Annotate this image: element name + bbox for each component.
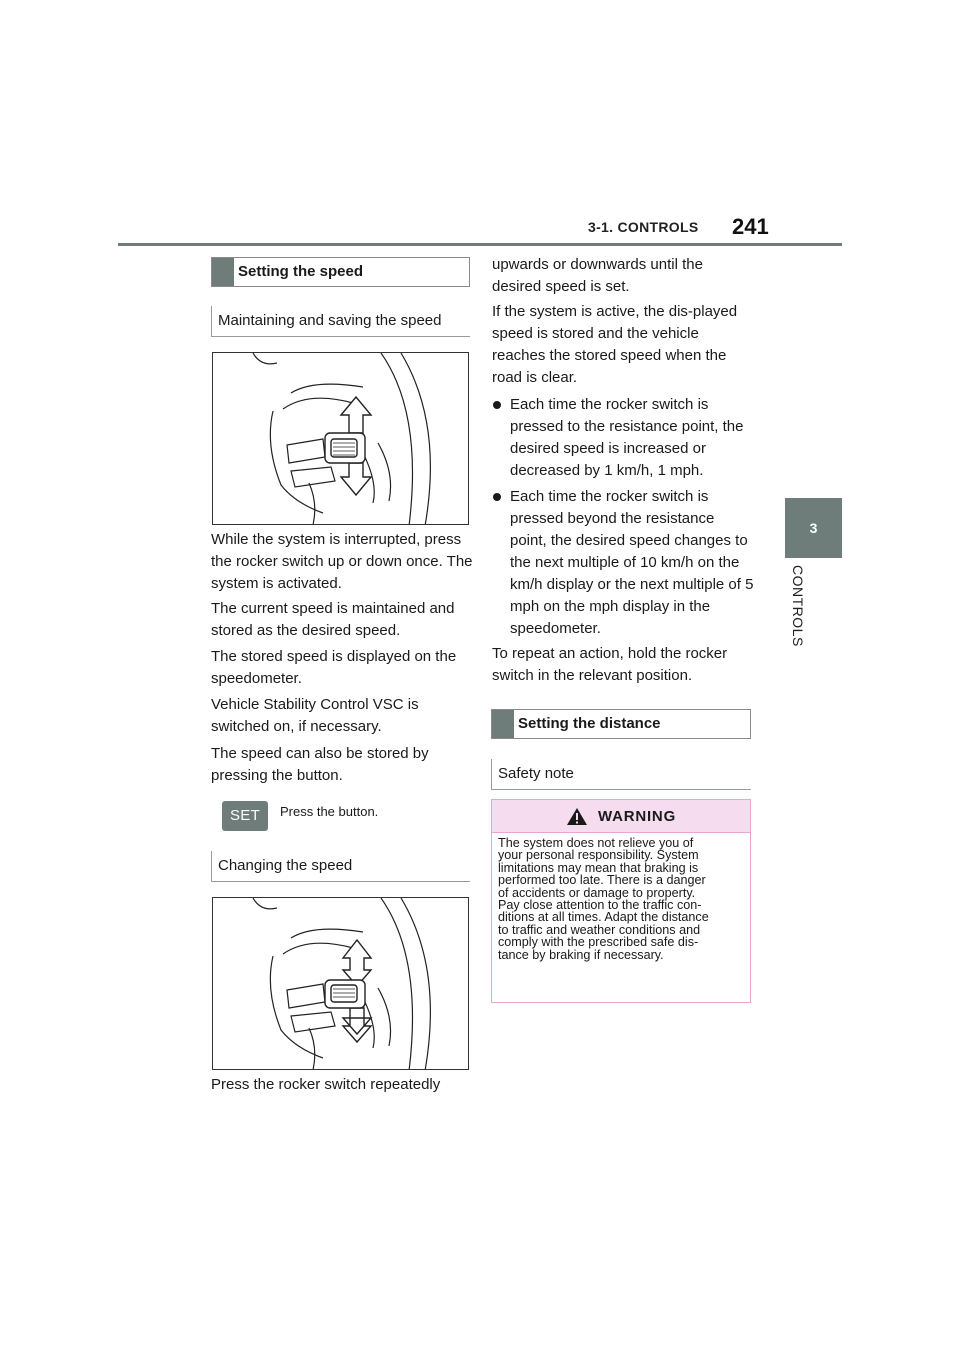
rocker-switch-drawing <box>213 898 469 1070</box>
set-button-symbol: SET <box>222 801 268 831</box>
warning-line: ditions at all times. Adapt the distance <box>498 910 709 925</box>
set-button-caption: Press the button. <box>280 804 379 819</box>
warning-line: The system does not relieve you of <box>498 836 694 850</box>
paragraph: If the system is active, the dis-played speed is stored and the vehicle reaches the stored speed when the road is clear. <box>492 303 738 386</box>
paragraph: Vehicle Stability Control VSC is switched on, if necessary. <box>211 696 419 735</box>
warning-text <box>492 833 750 961</box>
bullet-icon <box>493 401 501 409</box>
warning-line: performed too late. There is a danger <box>498 873 706 888</box>
warning-line: of accidents or damage to property. <box>498 885 696 900</box>
paragraph: Press the rocker switch repeatedly <box>211 1076 441 1093</box>
header-rule <box>118 243 842 246</box>
section-head-text: Setting the speed <box>238 263 364 280</box>
section-head-bar <box>212 258 234 286</box>
paragraph: While the system is interrupted, press the rocker switch up or down once. The system is activated. <box>211 531 473 592</box>
paragraph: The current speed is maintained and stored as the desired speed. <box>211 600 455 639</box>
section-head-setting-distance <box>491 709 751 739</box>
subhead-changing-speed: Changing the speed <box>211 851 470 882</box>
chapter-tab[interactable] <box>785 498 842 558</box>
subhead-maintaining-speed: Maintaining and saving the speed <box>211 306 470 337</box>
section-title: 3-1. CONTROLS <box>588 219 699 235</box>
list-item-text: Each time the rocker switch is pressed to the resistance point, the desired speed is increased or decreased by 1 km/h, 1 mph. <box>510 396 744 479</box>
page-number: 241 <box>732 214 769 239</box>
bullet-list <box>492 394 754 640</box>
list-item <box>492 394 754 482</box>
paragraph: upwards or downwards until the desired speed is set. <box>492 256 703 295</box>
list-item-text: Each time the rocker switch is pressed beyond the resistance point, the desired speed changes to the next multiple of 10 km/h on the km/h display or the next multiple of 5 mph on the mph display in the speedometer. <box>510 488 754 637</box>
warning-line: Pay close attention to the traffic con- <box>498 898 702 913</box>
bullet-icon <box>493 493 501 501</box>
chapter-tab-label: CONTROLS <box>790 565 806 647</box>
section-head-setting-speed <box>211 257 470 287</box>
warning-title: WARNING <box>597 807 677 825</box>
list-item <box>492 486 754 640</box>
paragraph: The speed can also be stored by pressing the button. <box>211 745 429 784</box>
warning-triangle-icon <box>566 807 588 826</box>
warning-line: your personal responsibility. System <box>498 848 699 863</box>
warning-line: limitations may mean that braking is <box>498 860 699 875</box>
steering-wheel-illustration-1 <box>212 352 469 525</box>
warning-line: comply with the prescribed safe dis- <box>498 935 699 950</box>
warning-box <box>491 799 751 1003</box>
rocker-switch-drawing <box>213 353 469 525</box>
steering-wheel-illustration-2 <box>212 897 469 1070</box>
subhead-safety-note: Safety note <box>491 759 751 790</box>
paragraph: The stored speed is displayed on the speedometer. <box>211 648 457 687</box>
warning-header <box>492 800 750 833</box>
section-head-text: Setting the distance <box>518 715 661 732</box>
section-head-bar <box>492 710 514 738</box>
warning-line: to traffic and weather conditions and <box>498 922 701 937</box>
chapter-tab-number: 3 <box>809 520 818 536</box>
warning-line: tance by braking if necessary. <box>498 947 664 962</box>
paragraph: To repeat an action, hold the rocker switch in the relevant position. <box>492 645 728 684</box>
